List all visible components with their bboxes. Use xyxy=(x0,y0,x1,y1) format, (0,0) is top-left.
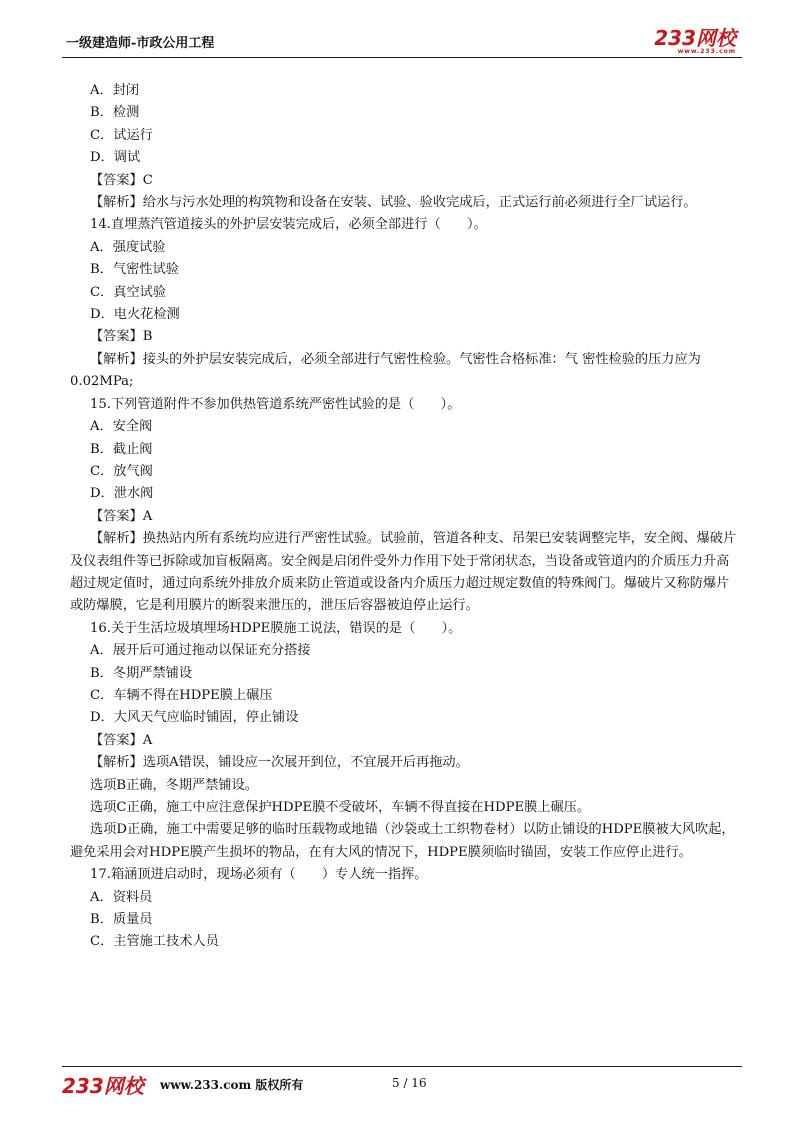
text-line: A．展开后可通过拖动以保证充分搭接 xyxy=(90,643,311,659)
text-line: A．安全阀 xyxy=(90,419,153,435)
text-line: C．车辆不得在HDPE膜上碾压 xyxy=(90,687,273,703)
text-line: 【答案】A xyxy=(90,732,153,748)
text-line: C．真空试验 xyxy=(90,284,167,300)
text-line: 14.直埋蒸汽管道接头的外护层安装完成后，必须全部进行（ ）。 xyxy=(90,217,487,233)
text-line: C．试运行 xyxy=(90,127,153,143)
text-line: B．检测 xyxy=(90,105,140,121)
document-body xyxy=(70,80,740,954)
paragraph: 【解析】给水与污水处理的构筑物和设备在安装、试验、验收完成后，正式运行前必须进行全厂试运行。 xyxy=(90,195,697,211)
text-line: 【答案】B xyxy=(90,329,153,345)
footer-logo-number: 233 xyxy=(62,1074,104,1098)
footer-logo xyxy=(62,1070,144,1099)
document-title: 一级建造师-市政公用工程 xyxy=(66,36,215,51)
logo-number: 233 xyxy=(654,26,696,50)
text-line: D．大风天气应临时铺固，停止铺设 xyxy=(90,710,299,726)
logo-text: 网校 xyxy=(696,26,736,50)
text-line: 【答案】A xyxy=(90,508,153,524)
text-line: 选项C正确，施工中应注意保护HDPE膜不受破坏，车辆不得直接在HDPE膜上碾压。 xyxy=(90,800,591,815)
text-line: B．截止阀 xyxy=(90,441,153,457)
text-line: 15.下列管道附件不参加供热管道系统严密性试验的是（ ）。 xyxy=(90,396,461,412)
paragraph: 【解析】接头的外护层安装完成后，必须全部进行气密性检验。气密性合格标准：气 密性检验的压力应为0.02MPa; xyxy=(70,351,701,390)
text-line: 17.箱涵顶进启动时，现场必须有（ ）专人统一指挥。 xyxy=(90,867,428,883)
text-line: 16.关于生活垃圾填埋场HDPE膜施工说法，错误的是（ ）。 xyxy=(90,620,462,636)
page-footer xyxy=(62,1066,742,1096)
text-line: B．冬期严禁铺设 xyxy=(90,665,193,681)
copyright-text: www.233.com 版权所有 xyxy=(160,1078,304,1092)
brand-logo xyxy=(654,22,736,55)
text-line: B．质量员 xyxy=(90,912,153,928)
text-line: D．泄水阀 xyxy=(90,486,154,502)
text-line: C．放气阀 xyxy=(90,463,153,479)
text-line: A．封闭 xyxy=(90,83,140,98)
text-line: 选项B正确，冬期严禁铺设。 xyxy=(90,777,258,793)
page-number: 5 / 16 xyxy=(392,1076,427,1090)
text-line: 【解析】选项A错误，铺设应一次展开到位，不宜展开后再拖动。 xyxy=(90,755,469,771)
paragraph: 选项D正确，施工中需要足够的临时压载物或地锚（沙袋或土工织物卷材）以防止铺设的HDPE膜被大风吹起，避免采用会对HDPE膜产生损坏的物品，在有大风的情况下，HDPE膜须临时锚固，安装工作应停止进行。 xyxy=(70,822,735,860)
footer-logo-text: 网校 xyxy=(103,1074,144,1098)
header-rule xyxy=(62,57,742,58)
logo-url: www.233.com xyxy=(677,48,736,55)
footer-rule xyxy=(62,1066,742,1067)
text-line: A．强度试验 xyxy=(90,239,166,255)
text-line: C．主管施工技术人员 xyxy=(90,934,219,950)
text-line: A．资料员 xyxy=(90,889,153,905)
text-line: D．调试 xyxy=(90,150,141,166)
text-line: D．电火花检测 xyxy=(90,307,180,323)
page-header xyxy=(62,22,742,58)
paragraph: 【解析】换热站内所有系统均应进行严密性试验。试验前，管道各种支、吊架已安装调整完毕，安全阀、爆破片及仪表组件等已拆除或加盲板隔离。安全阀是启闭件受外力作用下处于常闭状态，当设备或管道内的介质压力升高超过规定值时，通过向系统外排放介质来防止管道或设备内介质压力超过规定数值的特殊阀门。爆破片又称防爆片或防爆膜，它是利用膜片的断裂来泄压的，泄压后容器被迫停止运行。 xyxy=(70,531,737,614)
text-line: 【答案】C xyxy=(90,172,153,188)
text-line: B．气密性试验 xyxy=(90,262,179,278)
